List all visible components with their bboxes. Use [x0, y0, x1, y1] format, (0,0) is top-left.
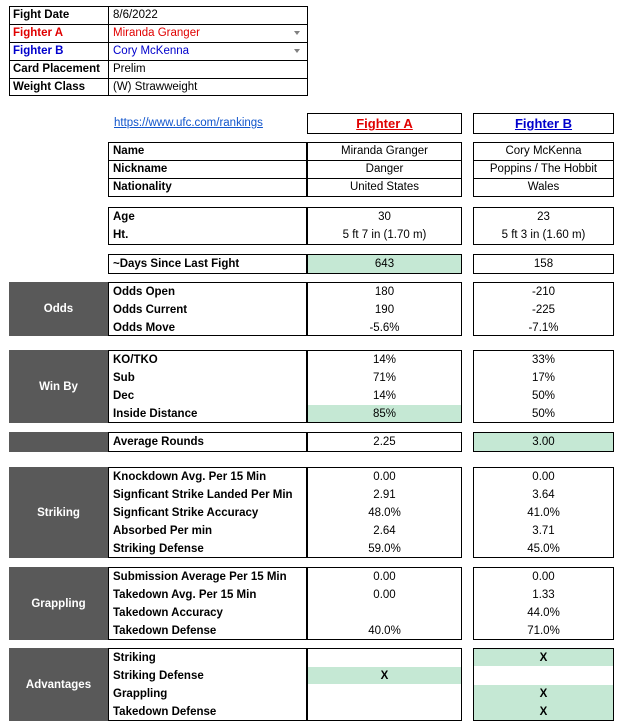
adv-striking-defense-b — [473, 667, 614, 685]
takedown-avg-label: Takedown Avg. Per 15 Min — [113, 589, 257, 601]
odds-move-b: -7.1% — [528, 322, 559, 334]
adv-striking-defense-label: Striking Defense — [113, 670, 204, 682]
odds-current-a: 190 — [374, 304, 395, 316]
knockdown-b: 0.00 — [532, 471, 555, 483]
fighter-a-label: Fighter A — [13, 27, 64, 39]
nickname-a: Danger — [365, 163, 404, 175]
takedown-defense-b: 71.0% — [527, 625, 560, 637]
ko-label: KO/TKO — [113, 354, 158, 366]
striking-defense-a: 59.0% — [368, 543, 401, 555]
age-a: 30 — [378, 211, 391, 223]
adv-striking-label: Striking — [113, 652, 156, 664]
adv-grappling-b: X — [539, 688, 548, 700]
chevron-down-icon[interactable] — [294, 49, 300, 53]
fight-date-value[interactable]: 8/6/2022 — [113, 9, 158, 21]
adv-striking-b: X — [539, 652, 548, 664]
odds-section-label: Odds — [9, 282, 108, 336]
nationality-a: United States — [349, 181, 420, 193]
days-b: 158 — [533, 258, 554, 270]
height-label: Ht. — [113, 229, 129, 241]
fighter-b-header: Fighter B — [473, 113, 614, 134]
odds-open-a: 180 — [374, 286, 395, 298]
adv-grappling-label: Grappling — [113, 688, 168, 700]
adv-takedown-defense-a — [307, 703, 462, 721]
strike-accuracy-a: 48.0% — [368, 507, 401, 519]
absorbed-label: Absorbed Per min — [113, 525, 213, 537]
average-rounds-a: 2.25 — [373, 436, 396, 448]
sub-b: 17% — [531, 372, 556, 384]
fighter-b-label: Fighter B — [13, 45, 64, 57]
days-label: ~Days Since Last Fight — [113, 258, 240, 270]
nationality-b: Wales — [527, 181, 560, 193]
strike-accuracy-label: Signficant Strike Accuracy — [113, 507, 259, 519]
dec-a: 14% — [372, 390, 397, 402]
sub-a: 71% — [372, 372, 397, 384]
takedown-accuracy-a — [307, 604, 462, 622]
striking-section-label: Striking — [9, 467, 108, 558]
odds-current-b: -225 — [531, 304, 556, 316]
fight-date-label: Fight Date — [13, 9, 70, 21]
ko-b: 33% — [531, 354, 556, 366]
advantages-section-label: Advantages — [9, 648, 108, 721]
takedown-defense-label: Takedown Defense — [113, 625, 217, 637]
name-label: Name — [113, 145, 145, 157]
average-rounds-label: Average Rounds — [113, 436, 204, 448]
card-placement-value[interactable]: Prelim — [113, 63, 146, 75]
height-b: 5 ft 3 in (1.60 m) — [501, 229, 586, 241]
takedown-avg-a: 0.00 — [373, 589, 396, 601]
inside-distance-label: Inside Distance — [113, 408, 198, 420]
nationality-label: Nationality — [113, 181, 172, 193]
knockdown-label: Knockdown Avg. Per 15 Min — [113, 471, 267, 483]
adv-grappling-a — [307, 685, 462, 703]
takedown-defense-a: 40.0% — [368, 625, 401, 637]
knockdown-a: 0.00 — [373, 471, 396, 483]
rankings-link[interactable]: https://www.ufc.com/rankings — [114, 117, 263, 129]
age-label: Age — [113, 211, 135, 223]
takedown-avg-b: 1.33 — [532, 589, 555, 601]
odds-open-b: -210 — [531, 286, 556, 298]
fighter-a-header: Fighter A — [307, 113, 462, 134]
weight-class-value[interactable]: (W) Strawweight — [113, 81, 198, 93]
chevron-down-icon[interactable] — [294, 31, 300, 35]
grappling-section-label: Grappling — [9, 567, 108, 640]
strike-accuracy-b: 41.0% — [527, 507, 560, 519]
inside-distance-b: 50% — [531, 408, 556, 420]
age-b: 23 — [537, 211, 550, 223]
nickname-b: Poppins / The Hobbit — [489, 163, 598, 175]
fighter-a-select[interactable]: Miranda Granger — [113, 27, 200, 39]
adv-takedown-defense-label: Takedown Defense — [113, 706, 217, 718]
ko-a: 14% — [372, 354, 397, 366]
inside-distance-a: 85% — [372, 408, 397, 420]
rounds-section-bar — [9, 432, 108, 452]
nickname-label: Nickname — [113, 163, 168, 175]
odds-current-label: Odds Current — [113, 304, 188, 316]
winby-section-label: Win By — [9, 350, 108, 423]
card-placement-label: Card Placement — [13, 63, 100, 75]
adv-striking-defense-a: X — [380, 670, 389, 682]
striking-defense-label: Striking Defense — [113, 543, 204, 555]
dec-b: 50% — [531, 390, 556, 402]
takedown-accuracy-label: Takedown Accuracy — [113, 607, 223, 619]
days-a: 643 — [374, 258, 395, 270]
submission-avg-b: 0.00 — [532, 571, 555, 583]
sub-label: Sub — [113, 372, 135, 384]
adv-striking-a — [307, 649, 462, 667]
sslpm-b: 3.64 — [532, 489, 555, 501]
odds-open-label: Odds Open — [113, 286, 175, 298]
submission-avg-a: 0.00 — [373, 571, 396, 583]
fighter-b-select[interactable]: Cory McKenna — [113, 45, 190, 57]
height-a: 5 ft 7 in (1.70 m) — [342, 229, 427, 241]
odds-move-a: -5.6% — [369, 322, 400, 334]
absorbed-b: 3.71 — [532, 525, 555, 537]
average-rounds-b: 3.00 — [532, 436, 555, 448]
body-label-box — [108, 207, 307, 245]
name-a: Miranda Granger — [341, 145, 428, 157]
adv-takedown-defense-b: X — [539, 706, 548, 718]
submission-avg-label: Submission Average Per 15 Min — [113, 571, 287, 583]
absorbed-a: 2.64 — [373, 525, 396, 537]
weight-class-label: Weight Class — [13, 81, 85, 93]
odds-move-label: Odds Move — [113, 322, 175, 334]
dec-label: Dec — [113, 390, 135, 402]
striking-defense-b: 45.0% — [527, 543, 560, 555]
sslpm-label: Signficant Strike Landed Per Min — [113, 489, 293, 501]
sslpm-a: 2.91 — [373, 489, 396, 501]
name-b: Cory McKenna — [505, 145, 582, 157]
takedown-accuracy-b: 44.0% — [527, 607, 560, 619]
